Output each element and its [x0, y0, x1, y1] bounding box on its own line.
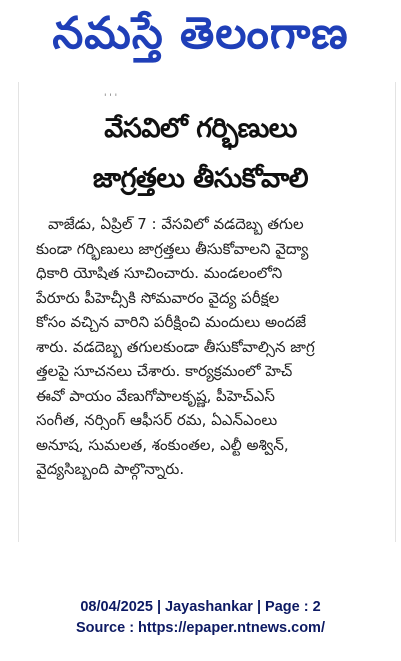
- footer-meta: 08/04/2025 | Jayashankar | Page : 2: [80, 599, 321, 615]
- body-line: కోసం వచ్చిన వారిని పరీక్షించి మందులు అందజే: [36, 313, 307, 331]
- footer-source: Source : https://epaper.ntnews.com/: [76, 620, 325, 636]
- body-line: ధికారి యోషిత సూచించారు. మండలంలోని: [36, 264, 283, 282]
- body-line: అనూష, సుమలత, శంకుంతల, ఎల్టీ అశ్విన్,: [36, 435, 289, 454]
- body-line: త్తలపై సూచనలు చేశారు. కార్యక్రమంలో హెచ్: [36, 362, 293, 380]
- body-line: వాజేడు, ఏప్రిల్ 7 : వేసవిలో వడదెబ్బ తగుల: [48, 215, 304, 233]
- headline-line-1: వేసవిలో గర్భిణులు: [104, 113, 297, 144]
- cropped-previous-text: ' ' ': [104, 93, 118, 103]
- body-line: వైద్యసిబ్బంది పాల్గొన్నారు.: [36, 460, 185, 478]
- article-body: [36, 212, 390, 482]
- body-line: పేరూరు పీహెచ్సీకి సోమవారం వైద్య పరీక్షల: [36, 288, 280, 307]
- body-line: సంగీత, నర్సింగ్ ఆఫీసర్ రమ, ఏఎన్ఎంలు: [36, 411, 278, 429]
- body-line: ఈవో పాయం వేణుగోపాలకృష్ణ, పీహెచ్ఎస్: [36, 386, 275, 405]
- newspaper-masthead: [6, 8, 395, 70]
- body-line: శారు. వడదెబ్బ తగులకుండా తీసుకోవాల్సిన జాగ్ర: [36, 337, 315, 356]
- masthead-logo-text: నమస్తే తెలంగాణ: [52, 8, 349, 59]
- body-line: కుండా గర్భిణులు జాగ్రత్తలు తీసుకోవాలని వైద్యా: [36, 239, 309, 258]
- headline-line-2: జాగ్రత్తలు తీసుకోవాలి: [92, 163, 309, 194]
